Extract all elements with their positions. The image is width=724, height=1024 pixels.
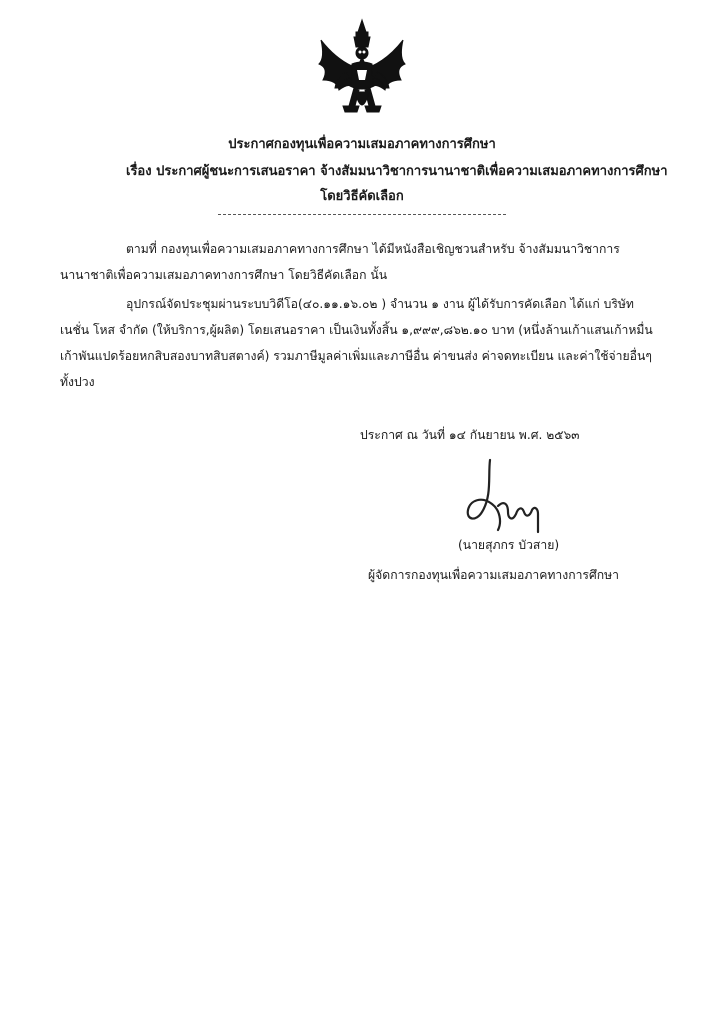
- paragraph-2-line-3: เก้าพันแปดร้อยหกสิบสองบาทสิบสตางค์) รวมภาษีมูลค่าเพิ่มและภาษีอื่น ค่าขนส่ง ค่าจดทะเบียน และค่าใช้จ่ายอื่นๆ: [60, 349, 652, 363]
- header-divider: [218, 214, 506, 215]
- selection-method: โดยวิธีคัดเลือก: [320, 189, 404, 204]
- document-subject: เรื่อง ประกาศผู้ชนะการเสนอราคา จ้างสัมมนาวิชาการนานาชาติเพื่อความเสมอภาคทางการศึกษา: [126, 164, 668, 179]
- paragraph-2-line-2: เนชั่น โหส จำกัด (ให้บริการ,ผู้ผลิต) โดยเสนอราคา เป็นเงินทั้งสิ้น ๑,๙๙๙,๘๖๒.๑๐ บาท (หนึ่งล้านเก้าแสนเก้าหมื่น: [60, 323, 653, 337]
- paragraph-2-line-1: อุปกรณ์จัดประชุมผ่านระบบวิดีโอ(๔๐.๑๑.๑๖.๐๒ ) จำนวน ๑ งาน ผู้ได้รับการคัดเลือก ได้แก่ บริษัท: [126, 297, 634, 311]
- signer-title: ผู้จัดการกองทุนเพื่อความเสมอภาคทางการศึกษา: [368, 568, 619, 582]
- signature-image: [452, 456, 570, 538]
- announcement-date: ประกาศ ณ วันที่ ๑๔ กันยายน พ.ศ. ๒๕๖๓: [360, 428, 580, 442]
- paragraph-1-line-2: นานาชาติเพื่อความเสมอภาคทางการศึกษา โดยวิธีคัดเลือก นั้น: [60, 268, 388, 282]
- paragraph-1-line-1: ตามที่ กองทุนเพื่อความเสมอภาคทางการศึกษา ได้มีหนังสือเชิญชวนสำหรับ จ้างสัมมนาวิชาการ: [126, 242, 620, 256]
- signer-name: (นายสุภกร บัวสาย): [458, 538, 560, 552]
- garuda-emblem-icon: [307, 14, 417, 124]
- document-title: ประกาศกองทุนเพื่อความเสมอภาคทางการศึกษา: [228, 137, 496, 152]
- paragraph-2-line-4: ทั้งปวง: [60, 375, 95, 389]
